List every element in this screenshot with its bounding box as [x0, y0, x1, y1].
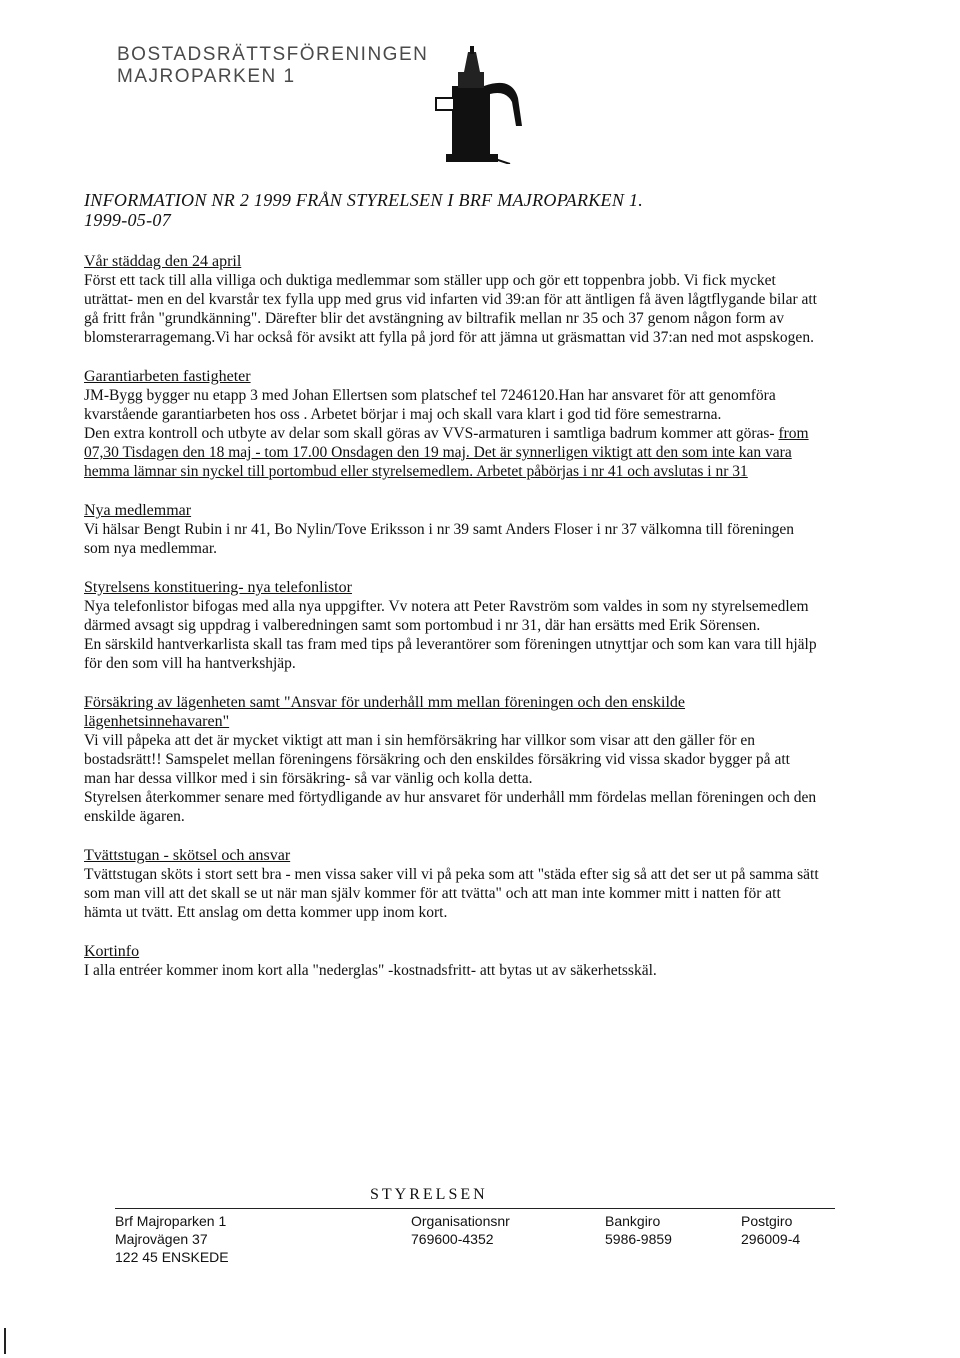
section-heading: Styrelsens konstituering- nya telefonlistor: [84, 579, 352, 596]
org-value: 769600-4352: [411, 1231, 494, 1247]
section-kortinfo: [84, 942, 819, 980]
section-paragraph: [84, 424, 819, 481]
section-heading: Vår städdag den 24 april: [84, 253, 242, 270]
section-tvattstugan: [84, 846, 819, 922]
section-paragraph: Vi vill påpeka att det är mycket viktigt att man i sin hemförsäkring har villkor som visar att den gäller för en bostadsrätt!! Samspelet mellan föreningens försäkring och den enskildes försäkring vid vissa skador bygger på att man har dessa villkor med i sin försäkring- så var vänlig och kolla detta.: [84, 732, 790, 787]
section-paragraph: Vi hälsar Bengt Rubin i nr 41, Bo Nylin/Tove Eriksson i nr 39 samt Anders Floser i nr 37 välkomna till föreningen som nya medlemmar.: [84, 521, 795, 557]
footer-bankgiro: [605, 1212, 672, 1248]
water-pump-icon: [432, 46, 532, 164]
document-title: [84, 190, 643, 230]
section-heading: Försäkring av lägenheten samt "Ansvar för underhåll mm mellan föreningen och den enskilde lägenhetsinnehavaren": [84, 694, 686, 730]
section-nya-medlemmar: [84, 501, 819, 558]
scan-mark: [4, 1328, 6, 1354]
underlined-notice: from 07,30 Tisdagen den 18 maj - tom 17.00 Onsdagen den 19 maj. Det är synnerligen viktigt att den som inte kan vara hemma lämnar sin nyckel till portombud eller styrelsemedlem. Arbetet påbörjas i nr 41 och avslutas i nr 31: [84, 425, 809, 480]
section-staddag: [84, 252, 819, 347]
title-date: 1999-05-07: [84, 210, 171, 230]
signature-rule: [115, 1186, 835, 1209]
section-forsakring: [84, 693, 819, 826]
section-garantiarbeten: [84, 367, 819, 481]
postgiro-value: 296009-4: [741, 1231, 801, 1247]
address-line: 122 45 ENSKEDE: [115, 1249, 229, 1265]
bankgiro-label: Bankgiro: [605, 1213, 661, 1229]
footer-org: [411, 1212, 510, 1248]
section-paragraph: JM-Bygg bygger nu etapp 3 med Johan Ellertsen som platschef tel 7246120.Han har ansvaret för att genomföra kvarstående garantiarbeten hos oss . Arbetet börjar i maj och skall vara klart i god tid före semestrarna.: [84, 387, 776, 423]
signature: STYRELSEN: [370, 1186, 488, 1203]
bankgiro-value: 5986-9859: [605, 1231, 672, 1247]
section-paragraph: Först ett tack till alla villiga och duktiga medlemmar som ställer upp och gör ett toppenbra jobb. Vi fick mycket uträttat- men en del kvarstår tex fylla upp med grus vid infarten vid 39:an för att äntligen få även lågtflygande bilar att gå fritt från "grundkänning". Därefter blir det avstängning av biltrafik mellan nr 35 och 37 genom någon form av blomsterarragemang.Vi har också för avsikt att fylla på jord för att jämna ut gräsmattan vid 37:an ned mot aspskogen.: [84, 272, 817, 346]
section-paragraph: En särskild hantverkarlista skall tas fram med tips på leverantörer som föreningen utnyttjar och som kan vara till hjälp för den som vill ha hantverkshjäp.: [84, 636, 817, 672]
paragraph-text: Den extra kontroll och utbyte av delar som skall göras av VVS-armaturen i samtliga badrum kommer att göras-: [84, 425, 775, 442]
document-body: [84, 252, 819, 1000]
address-line: Brf Majroparken 1: [115, 1213, 227, 1229]
address-line: Majrovägen 37: [115, 1231, 208, 1247]
footer-address: [115, 1212, 229, 1266]
association-name: BOSTADSRÄTTSFÖRENINGEN: [117, 44, 429, 65]
association-subname: MAJROPARKEN 1: [117, 66, 296, 87]
title-line: INFORMATION NR 2 1999 FRÅN STYRELSEN I BRF MAJROPARKEN 1.: [84, 190, 644, 210]
section-heading: Tvättstugan - skötsel och ansvar: [84, 847, 291, 864]
postgiro-label: Postgiro: [741, 1213, 793, 1229]
org-label: Organisationsnr: [411, 1213, 510, 1229]
section-paragraph: I alla entréer kommer inom kort alla "nederglas" -kostnadsfritt- att bytas ut av säkerhetsskäl.: [84, 962, 657, 979]
section-heading: Nya medlemmar: [84, 502, 192, 519]
footer-postgiro: [741, 1212, 800, 1248]
section-paragraph: Tvättstugan sköts i stort sett bra - men vissa saker vill vi på peka som att "städa efter sig så att det ser ut på samma sätt som man vill att det skall se ut när man själv kommer för att tvätta" och att man inte kommer mitt i natten för att hämta ut tvätt. Ett anslag om detta kommer upp inom kort.: [84, 866, 819, 921]
section-paragraph: Nya telefonlistor bifogas med alla nya uppgifter. Vv notera att Peter Ravström som valdes in som ny styrelsemedlem därmed avsagt sig uppdrag i valberedningen samt som portombud i nr 31, där han ersätts med Erik Sörensen.: [84, 598, 809, 634]
letterhead: [117, 44, 428, 88]
section-konstituering: [84, 578, 819, 673]
section-heading: Kortinfo: [84, 943, 140, 960]
section-heading: Garantiarbeten fastigheter: [84, 368, 251, 385]
section-paragraph: Styrelsen återkommer senare med förtydligande av hur ansvaret för underhåll mm fördelas mellan föreningen och den enskilde ägaren.: [84, 789, 817, 825]
